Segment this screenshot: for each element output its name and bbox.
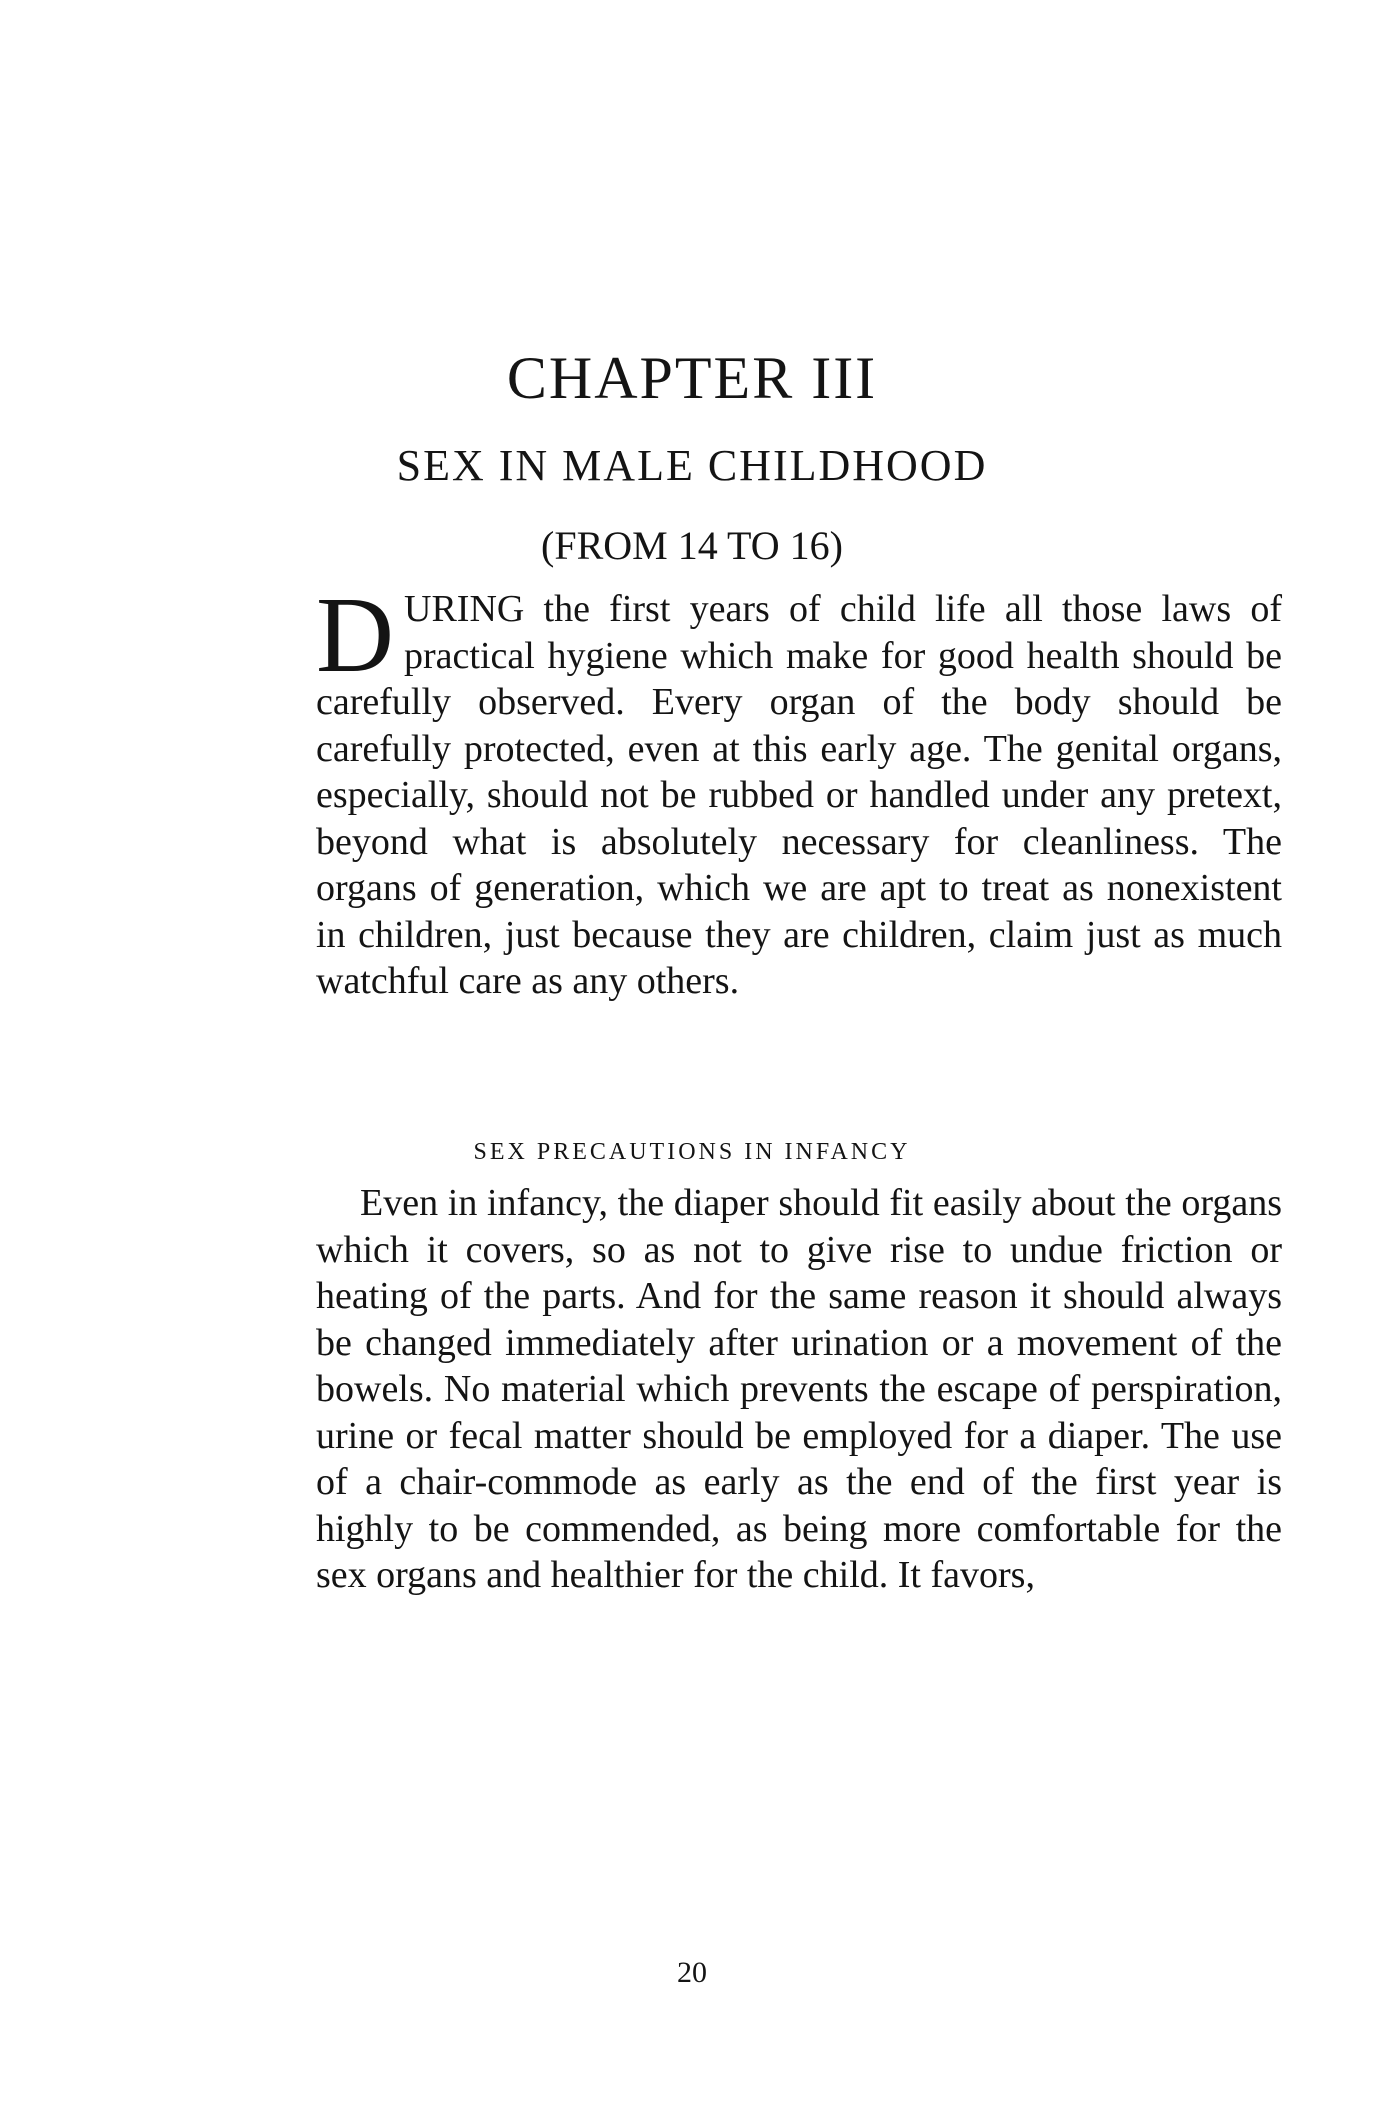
page-number: 20 [677,1956,707,1989]
drop-cap: D [316,576,394,695]
section-paragraph: Even in infancy, the diaper should fit easily about the organs which it covers, so as not to give rise to undue friction or heating of the parts. And for the same reason it should always be changed immediately after urination or a movement of the bowels. No material which prevents the escape of perspiration, urine or fecal matter should be employed for a diaper. The use of a chair-commode as early as the end of the first year is highly to be commended, as being more comfortable for the sex organs and healthier for the child. It favors, [316,1182,1282,1596]
chapter-age-range: (FROM 14 TO 16) [541,523,843,568]
intro-paragraph [316,576,1282,1005]
chapter-title: CHAPTER III [506,345,878,411]
intro-paragraph-text: URING the first years of child life all those laws of practical hygiene which make for good health should be carefully observed. Every organ of the body should be carefully protected, even at this early age. The genital organs, especially, should not be rubbed or handled under any pretext, beyond what is absolutely necessary for cleanliness. The organs of generation, which we are apt to treat as nonexistent in children, just because they are children, claim just as much watchful care as any others. [316,588,1282,1002]
section-heading: SEX PRECAUTIONS IN INFANCY [473,1139,911,1165]
chapter-subtitle: SEX IN MALE CHILDHOOD [396,441,988,490]
